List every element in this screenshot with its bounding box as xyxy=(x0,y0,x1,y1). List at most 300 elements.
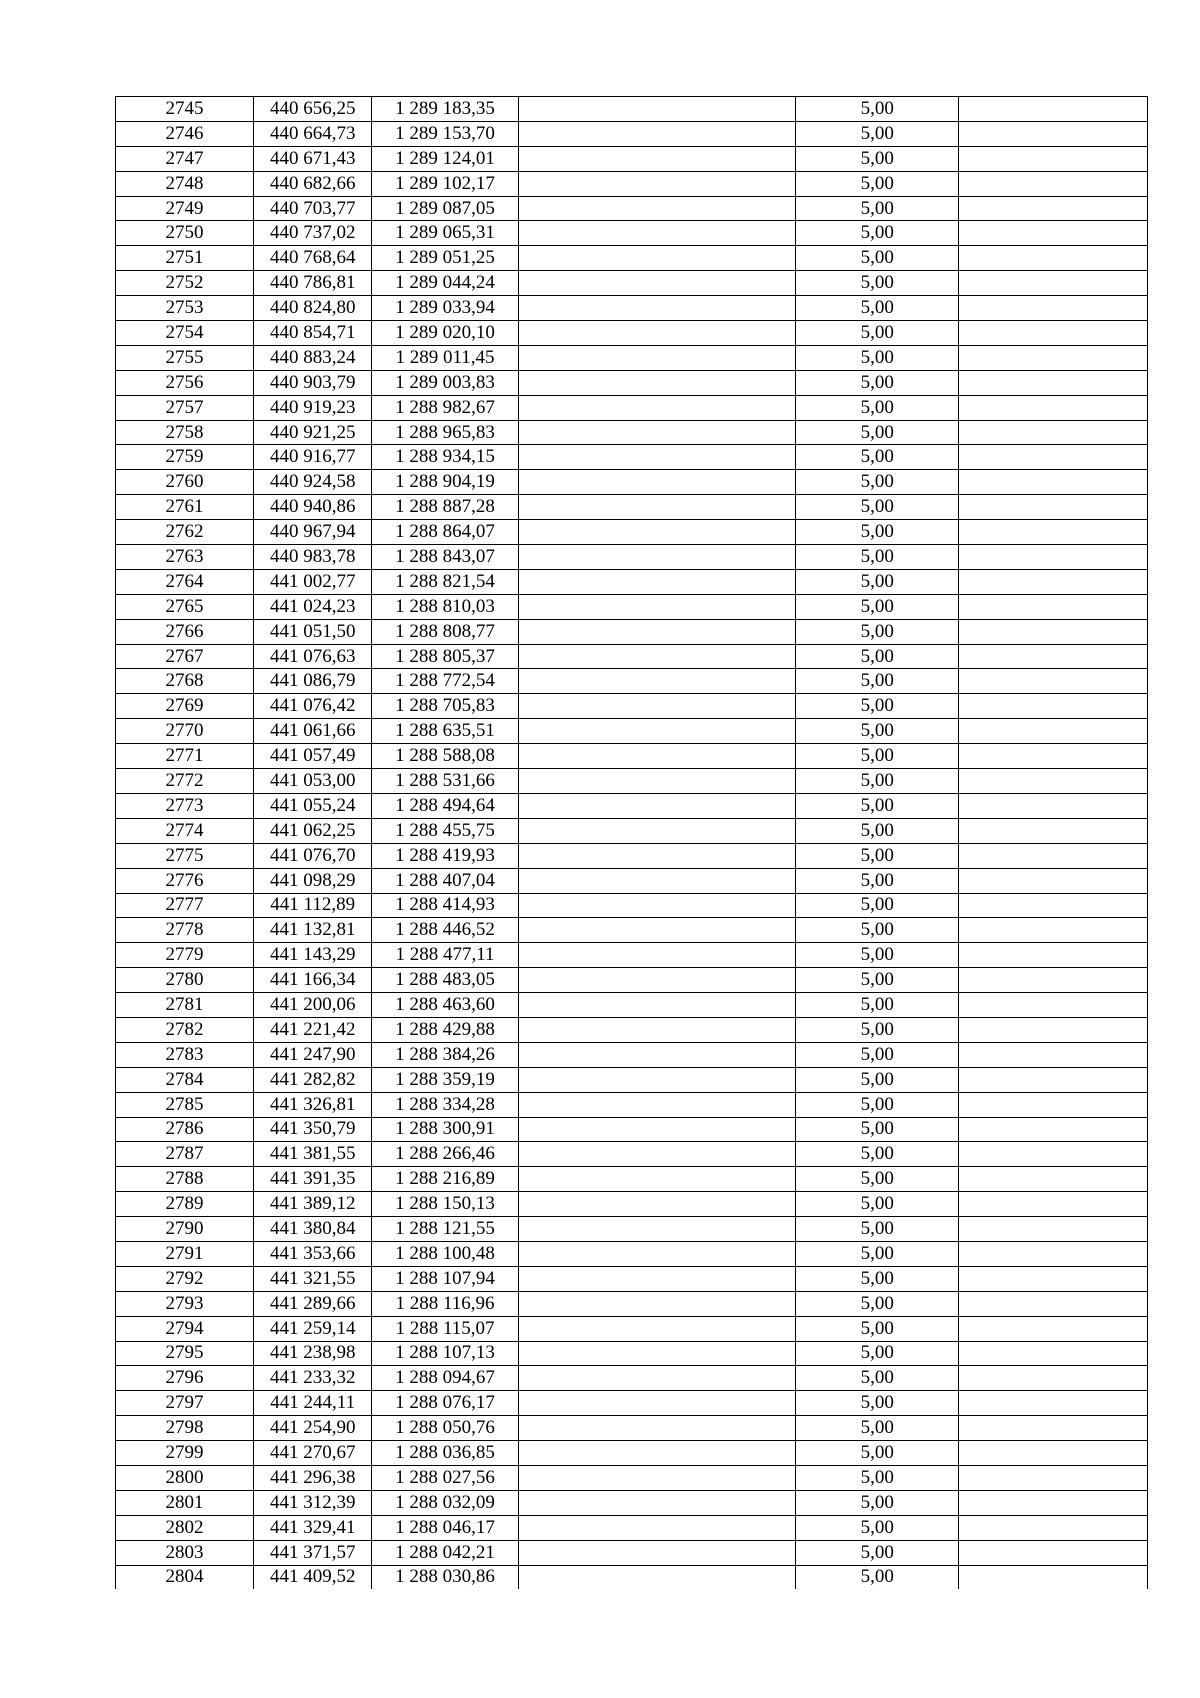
table-row xyxy=(116,868,1148,893)
table-row xyxy=(116,769,1148,794)
blank-cell xyxy=(518,1217,796,1242)
x-coordinate-cell: 440 921,25 xyxy=(253,420,372,445)
blank-cell xyxy=(958,345,1147,370)
point-number-cell: 2799 xyxy=(116,1441,254,1466)
table-row xyxy=(116,321,1148,346)
blank-cell xyxy=(518,470,796,495)
y-coordinate-cell: 1 288 266,46 xyxy=(372,1142,518,1167)
blank-cell xyxy=(958,196,1147,221)
blank-cell xyxy=(958,1465,1147,1490)
accuracy-cell: 5,00 xyxy=(796,345,958,370)
accuracy-cell: 5,00 xyxy=(796,669,958,694)
blank-cell xyxy=(958,1217,1147,1242)
x-coordinate-cell: 440 656,25 xyxy=(253,97,372,122)
table-row xyxy=(116,146,1148,171)
point-number-cell: 2787 xyxy=(116,1142,254,1167)
table-row xyxy=(116,246,1148,271)
y-coordinate-cell: 1 288 384,26 xyxy=(372,1042,518,1067)
table-row xyxy=(116,1416,1148,1441)
accuracy-cell: 5,00 xyxy=(796,1217,958,1242)
point-number-cell: 2786 xyxy=(116,1117,254,1142)
blank-cell xyxy=(518,594,796,619)
blank-cell xyxy=(958,445,1147,470)
point-number-cell: 2753 xyxy=(116,296,254,321)
blank-cell xyxy=(518,221,796,246)
blank-cell xyxy=(958,1416,1147,1441)
point-number-cell: 2766 xyxy=(116,619,254,644)
x-coordinate-cell: 440 983,78 xyxy=(253,545,372,570)
blank-cell xyxy=(518,1142,796,1167)
blank-cell xyxy=(958,1391,1147,1416)
blank-cell xyxy=(518,370,796,395)
accuracy-cell: 5,00 xyxy=(796,545,958,570)
blank-cell xyxy=(958,1142,1147,1167)
x-coordinate-cell: 441 312,39 xyxy=(253,1490,372,1515)
accuracy-cell: 5,00 xyxy=(796,495,958,520)
point-number-cell: 2801 xyxy=(116,1490,254,1515)
y-coordinate-cell: 1 289 183,35 xyxy=(372,97,518,122)
x-coordinate-cell: 440 967,94 xyxy=(253,520,372,545)
point-number-cell: 2780 xyxy=(116,968,254,993)
blank-cell xyxy=(518,644,796,669)
accuracy-cell: 5,00 xyxy=(796,395,958,420)
accuracy-cell: 5,00 xyxy=(796,694,958,719)
x-coordinate-cell: 441 244,11 xyxy=(253,1391,372,1416)
table-row xyxy=(116,345,1148,370)
blank-cell xyxy=(958,893,1147,918)
table-row xyxy=(116,470,1148,495)
table-row xyxy=(116,1217,1148,1242)
x-coordinate-cell: 440 824,80 xyxy=(253,296,372,321)
table-row xyxy=(116,1565,1148,1589)
accuracy-cell: 5,00 xyxy=(796,893,958,918)
x-coordinate-cell: 440 768,64 xyxy=(253,246,372,271)
y-coordinate-cell: 1 288 821,54 xyxy=(372,569,518,594)
accuracy-cell: 5,00 xyxy=(796,868,958,893)
table-row xyxy=(116,1441,1148,1466)
blank-cell xyxy=(518,296,796,321)
accuracy-cell: 5,00 xyxy=(796,121,958,146)
table-row xyxy=(116,1391,1148,1416)
y-coordinate-cell: 1 288 300,91 xyxy=(372,1117,518,1142)
blank-cell xyxy=(518,993,796,1018)
y-coordinate-cell: 1 288 588,08 xyxy=(372,744,518,769)
x-coordinate-cell: 441 371,57 xyxy=(253,1540,372,1565)
table-row xyxy=(116,196,1148,221)
blank-cell xyxy=(518,121,796,146)
accuracy-cell: 5,00 xyxy=(796,719,958,744)
x-coordinate-cell: 441 132,81 xyxy=(253,918,372,943)
blank-cell xyxy=(518,918,796,943)
table-row xyxy=(116,370,1148,395)
table-row xyxy=(116,918,1148,943)
x-coordinate-cell: 441 391,35 xyxy=(253,1167,372,1192)
x-coordinate-cell: 441 200,06 xyxy=(253,993,372,1018)
blank-cell xyxy=(958,370,1147,395)
accuracy-cell: 5,00 xyxy=(796,793,958,818)
x-coordinate-cell: 441 086,79 xyxy=(253,669,372,694)
x-coordinate-cell: 441 076,42 xyxy=(253,694,372,719)
table-row xyxy=(116,221,1148,246)
blank-cell xyxy=(518,545,796,570)
y-coordinate-cell: 1 288 419,93 xyxy=(372,843,518,868)
blank-cell xyxy=(958,321,1147,346)
blank-cell xyxy=(958,271,1147,296)
table-row xyxy=(116,420,1148,445)
table-row xyxy=(116,1540,1148,1565)
accuracy-cell: 5,00 xyxy=(796,1341,958,1366)
table-row xyxy=(116,1266,1148,1291)
blank-cell xyxy=(518,1465,796,1490)
y-coordinate-cell: 1 289 065,31 xyxy=(372,221,518,246)
table-row xyxy=(116,893,1148,918)
blank-cell xyxy=(518,1540,796,1565)
point-number-cell: 2782 xyxy=(116,1017,254,1042)
blank-cell xyxy=(958,744,1147,769)
point-number-cell: 2761 xyxy=(116,495,254,520)
table-row xyxy=(116,1042,1148,1067)
blank-cell xyxy=(958,146,1147,171)
point-number-cell: 2768 xyxy=(116,669,254,694)
blank-cell xyxy=(958,818,1147,843)
x-coordinate-cell: 441 329,41 xyxy=(253,1515,372,1540)
table-row xyxy=(116,495,1148,520)
y-coordinate-cell: 1 288 115,07 xyxy=(372,1316,518,1341)
blank-cell xyxy=(958,1266,1147,1291)
x-coordinate-cell: 441 381,55 xyxy=(253,1142,372,1167)
y-coordinate-cell: 1 288 705,83 xyxy=(372,694,518,719)
y-coordinate-cell: 1 288 216,89 xyxy=(372,1167,518,1192)
blank-cell xyxy=(518,1117,796,1142)
accuracy-cell: 5,00 xyxy=(796,744,958,769)
y-coordinate-cell: 1 289 033,94 xyxy=(372,296,518,321)
point-number-cell: 2758 xyxy=(116,420,254,445)
blank-cell xyxy=(958,843,1147,868)
point-number-cell: 2777 xyxy=(116,893,254,918)
y-coordinate-cell: 1 288 334,28 xyxy=(372,1092,518,1117)
point-number-cell: 2804 xyxy=(116,1565,254,1589)
table-row xyxy=(116,1092,1148,1117)
accuracy-cell: 5,00 xyxy=(796,1291,958,1316)
blank-cell xyxy=(958,968,1147,993)
table-row xyxy=(116,993,1148,1018)
table-row xyxy=(116,296,1148,321)
y-coordinate-cell: 1 288 116,96 xyxy=(372,1291,518,1316)
accuracy-cell: 5,00 xyxy=(796,1241,958,1266)
blank-cell xyxy=(958,719,1147,744)
x-coordinate-cell: 441 002,77 xyxy=(253,569,372,594)
point-number-cell: 2765 xyxy=(116,594,254,619)
blank-cell xyxy=(958,420,1147,445)
blank-cell xyxy=(518,1366,796,1391)
table-row xyxy=(116,271,1148,296)
blank-cell xyxy=(518,171,796,196)
point-number-cell: 2745 xyxy=(116,97,254,122)
x-coordinate-cell: 441 296,38 xyxy=(253,1465,372,1490)
x-coordinate-cell: 441 326,81 xyxy=(253,1092,372,1117)
point-number-cell: 2764 xyxy=(116,569,254,594)
x-coordinate-cell: 441 282,82 xyxy=(253,1067,372,1092)
blank-cell xyxy=(958,171,1147,196)
x-coordinate-cell: 441 057,49 xyxy=(253,744,372,769)
table-row xyxy=(116,1241,1148,1266)
x-coordinate-cell: 441 098,29 xyxy=(253,868,372,893)
x-coordinate-cell: 441 409,52 xyxy=(253,1565,372,1589)
x-coordinate-cell: 440 924,58 xyxy=(253,470,372,495)
blank-cell xyxy=(958,1017,1147,1042)
blank-cell xyxy=(958,644,1147,669)
table-row xyxy=(116,1341,1148,1366)
point-number-cell: 2773 xyxy=(116,793,254,818)
blank-cell xyxy=(958,993,1147,1018)
blank-cell xyxy=(518,893,796,918)
y-coordinate-cell: 1 288 150,13 xyxy=(372,1192,518,1217)
accuracy-cell: 5,00 xyxy=(796,1565,958,1589)
x-coordinate-cell: 440 883,24 xyxy=(253,345,372,370)
point-number-cell: 2798 xyxy=(116,1416,254,1441)
y-coordinate-cell: 1 289 087,05 xyxy=(372,196,518,221)
point-number-cell: 2791 xyxy=(116,1241,254,1266)
y-coordinate-cell: 1 288 934,15 xyxy=(372,445,518,470)
x-coordinate-cell: 441 350,79 xyxy=(253,1117,372,1142)
table-row xyxy=(116,744,1148,769)
blank-cell xyxy=(958,669,1147,694)
table-row xyxy=(116,968,1148,993)
blank-cell xyxy=(518,1291,796,1316)
accuracy-cell: 5,00 xyxy=(796,1515,958,1540)
blank-cell xyxy=(958,1167,1147,1192)
table-row xyxy=(116,121,1148,146)
blank-cell xyxy=(518,1565,796,1589)
accuracy-cell: 5,00 xyxy=(796,918,958,943)
point-number-cell: 2770 xyxy=(116,719,254,744)
blank-cell xyxy=(958,296,1147,321)
y-coordinate-cell: 1 289 011,45 xyxy=(372,345,518,370)
blank-cell xyxy=(518,345,796,370)
blank-cell xyxy=(518,1515,796,1540)
blank-cell xyxy=(518,943,796,968)
blank-cell xyxy=(518,1266,796,1291)
y-coordinate-cell: 1 288 494,64 xyxy=(372,793,518,818)
table-row xyxy=(116,793,1148,818)
blank-cell xyxy=(518,395,796,420)
y-coordinate-cell: 1 288 414,93 xyxy=(372,893,518,918)
accuracy-cell: 5,00 xyxy=(796,1465,958,1490)
blank-cell xyxy=(958,1291,1147,1316)
point-number-cell: 2794 xyxy=(116,1316,254,1341)
blank-cell xyxy=(518,321,796,346)
y-coordinate-cell: 1 289 051,25 xyxy=(372,246,518,271)
blank-cell xyxy=(958,1341,1147,1366)
y-coordinate-cell: 1 288 904,19 xyxy=(372,470,518,495)
table-row xyxy=(116,395,1148,420)
blank-cell xyxy=(518,271,796,296)
point-number-cell: 2767 xyxy=(116,644,254,669)
table-row xyxy=(116,719,1148,744)
point-number-cell: 2792 xyxy=(116,1266,254,1291)
x-coordinate-cell: 440 854,71 xyxy=(253,321,372,346)
coordinates-table xyxy=(115,96,1148,1589)
y-coordinate-cell: 1 288 429,88 xyxy=(372,1017,518,1042)
accuracy-cell: 5,00 xyxy=(796,818,958,843)
x-coordinate-cell: 441 321,55 xyxy=(253,1266,372,1291)
x-coordinate-cell: 441 051,50 xyxy=(253,619,372,644)
x-coordinate-cell: 441 076,70 xyxy=(253,843,372,868)
y-coordinate-cell: 1 289 102,17 xyxy=(372,171,518,196)
table-row xyxy=(116,1316,1148,1341)
blank-cell xyxy=(958,395,1147,420)
blank-cell xyxy=(958,520,1147,545)
blank-cell xyxy=(518,968,796,993)
point-number-cell: 2757 xyxy=(116,395,254,420)
point-number-cell: 2793 xyxy=(116,1291,254,1316)
blank-cell xyxy=(958,1241,1147,1266)
blank-cell xyxy=(958,1192,1147,1217)
y-coordinate-cell: 1 288 121,55 xyxy=(372,1217,518,1242)
y-coordinate-cell: 1 288 463,60 xyxy=(372,993,518,1018)
blank-cell xyxy=(518,669,796,694)
table-row xyxy=(116,619,1148,644)
blank-cell xyxy=(518,719,796,744)
x-coordinate-cell: 441 247,90 xyxy=(253,1042,372,1067)
table-row xyxy=(116,1366,1148,1391)
blank-cell xyxy=(518,1316,796,1341)
point-number-cell: 2772 xyxy=(116,769,254,794)
y-coordinate-cell: 1 288 455,75 xyxy=(372,818,518,843)
point-number-cell: 2789 xyxy=(116,1192,254,1217)
table-row xyxy=(116,843,1148,868)
x-coordinate-cell: 441 289,66 xyxy=(253,1291,372,1316)
table-row xyxy=(116,545,1148,570)
x-coordinate-cell: 441 254,90 xyxy=(253,1416,372,1441)
blank-cell xyxy=(518,818,796,843)
point-number-cell: 2800 xyxy=(116,1465,254,1490)
table-row xyxy=(116,943,1148,968)
accuracy-cell: 5,00 xyxy=(796,470,958,495)
point-number-cell: 2781 xyxy=(116,993,254,1018)
accuracy-cell: 5,00 xyxy=(796,97,958,122)
accuracy-cell: 5,00 xyxy=(796,296,958,321)
point-number-cell: 2763 xyxy=(116,545,254,570)
point-number-cell: 2774 xyxy=(116,818,254,843)
accuracy-cell: 5,00 xyxy=(796,171,958,196)
y-coordinate-cell: 1 288 446,52 xyxy=(372,918,518,943)
point-number-cell: 2796 xyxy=(116,1366,254,1391)
point-number-cell: 2775 xyxy=(116,843,254,868)
accuracy-cell: 5,00 xyxy=(796,221,958,246)
accuracy-cell: 5,00 xyxy=(796,1441,958,1466)
accuracy-cell: 5,00 xyxy=(796,1092,958,1117)
y-coordinate-cell: 1 288 076,17 xyxy=(372,1391,518,1416)
accuracy-cell: 5,00 xyxy=(796,769,958,794)
point-number-cell: 2797 xyxy=(116,1391,254,1416)
x-coordinate-cell: 440 903,79 xyxy=(253,370,372,395)
accuracy-cell: 5,00 xyxy=(796,619,958,644)
point-number-cell: 2771 xyxy=(116,744,254,769)
blank-cell xyxy=(518,694,796,719)
x-coordinate-cell: 441 143,29 xyxy=(253,943,372,968)
blank-cell xyxy=(958,1565,1147,1589)
blank-cell xyxy=(518,196,796,221)
y-coordinate-cell: 1 288 094,67 xyxy=(372,1366,518,1391)
point-number-cell: 2747 xyxy=(116,146,254,171)
table-row xyxy=(116,445,1148,470)
accuracy-cell: 5,00 xyxy=(796,993,958,1018)
x-coordinate-cell: 441 024,23 xyxy=(253,594,372,619)
y-coordinate-cell: 1 289 044,24 xyxy=(372,271,518,296)
y-coordinate-cell: 1 288 359,19 xyxy=(372,1067,518,1092)
blank-cell xyxy=(958,694,1147,719)
y-coordinate-cell: 1 288 046,17 xyxy=(372,1515,518,1540)
point-number-cell: 2760 xyxy=(116,470,254,495)
table-row xyxy=(116,97,1148,122)
table-row xyxy=(116,1117,1148,1142)
blank-cell xyxy=(518,495,796,520)
blank-cell xyxy=(958,943,1147,968)
y-coordinate-cell: 1 288 027,56 xyxy=(372,1465,518,1490)
accuracy-cell: 5,00 xyxy=(796,1416,958,1441)
table-row xyxy=(116,171,1148,196)
x-coordinate-cell: 441 233,32 xyxy=(253,1366,372,1391)
y-coordinate-cell: 1 288 864,07 xyxy=(372,520,518,545)
x-coordinate-cell: 440 940,86 xyxy=(253,495,372,520)
blank-cell xyxy=(958,221,1147,246)
table-row xyxy=(116,694,1148,719)
y-coordinate-cell: 1 288 107,94 xyxy=(372,1266,518,1291)
x-coordinate-cell: 440 682,66 xyxy=(253,171,372,196)
coordinates-table-body xyxy=(116,97,1148,1590)
point-number-cell: 2754 xyxy=(116,321,254,346)
y-coordinate-cell: 1 289 003,83 xyxy=(372,370,518,395)
y-coordinate-cell: 1 288 042,21 xyxy=(372,1540,518,1565)
table-row xyxy=(116,644,1148,669)
table-row xyxy=(116,520,1148,545)
x-coordinate-cell: 440 703,77 xyxy=(253,196,372,221)
x-coordinate-cell: 441 221,42 xyxy=(253,1017,372,1042)
y-coordinate-cell: 1 288 808,77 xyxy=(372,619,518,644)
y-coordinate-cell: 1 288 982,67 xyxy=(372,395,518,420)
accuracy-cell: 5,00 xyxy=(796,1316,958,1341)
blank-cell xyxy=(518,1042,796,1067)
y-coordinate-cell: 1 288 843,07 xyxy=(372,545,518,570)
blank-cell xyxy=(958,1540,1147,1565)
point-number-cell: 2778 xyxy=(116,918,254,943)
blank-cell xyxy=(518,1017,796,1042)
blank-cell xyxy=(958,1366,1147,1391)
accuracy-cell: 5,00 xyxy=(796,1366,958,1391)
y-coordinate-cell: 1 288 477,11 xyxy=(372,943,518,968)
table-row xyxy=(116,1017,1148,1042)
blank-cell xyxy=(958,619,1147,644)
blank-cell xyxy=(958,1117,1147,1142)
x-coordinate-cell: 441 270,67 xyxy=(253,1441,372,1466)
blank-cell xyxy=(518,769,796,794)
accuracy-cell: 5,00 xyxy=(796,146,958,171)
point-number-cell: 2751 xyxy=(116,246,254,271)
y-coordinate-cell: 1 288 965,83 xyxy=(372,420,518,445)
x-coordinate-cell: 441 076,63 xyxy=(253,644,372,669)
blank-cell xyxy=(518,793,796,818)
point-number-cell: 2755 xyxy=(116,345,254,370)
accuracy-cell: 5,00 xyxy=(796,445,958,470)
y-coordinate-cell: 1 288 483,05 xyxy=(372,968,518,993)
point-number-cell: 2802 xyxy=(116,1515,254,1540)
table-row xyxy=(116,1465,1148,1490)
x-coordinate-cell: 441 053,00 xyxy=(253,769,372,794)
x-coordinate-cell: 440 919,23 xyxy=(253,395,372,420)
y-coordinate-cell: 1 288 107,13 xyxy=(372,1341,518,1366)
table-row xyxy=(116,669,1148,694)
